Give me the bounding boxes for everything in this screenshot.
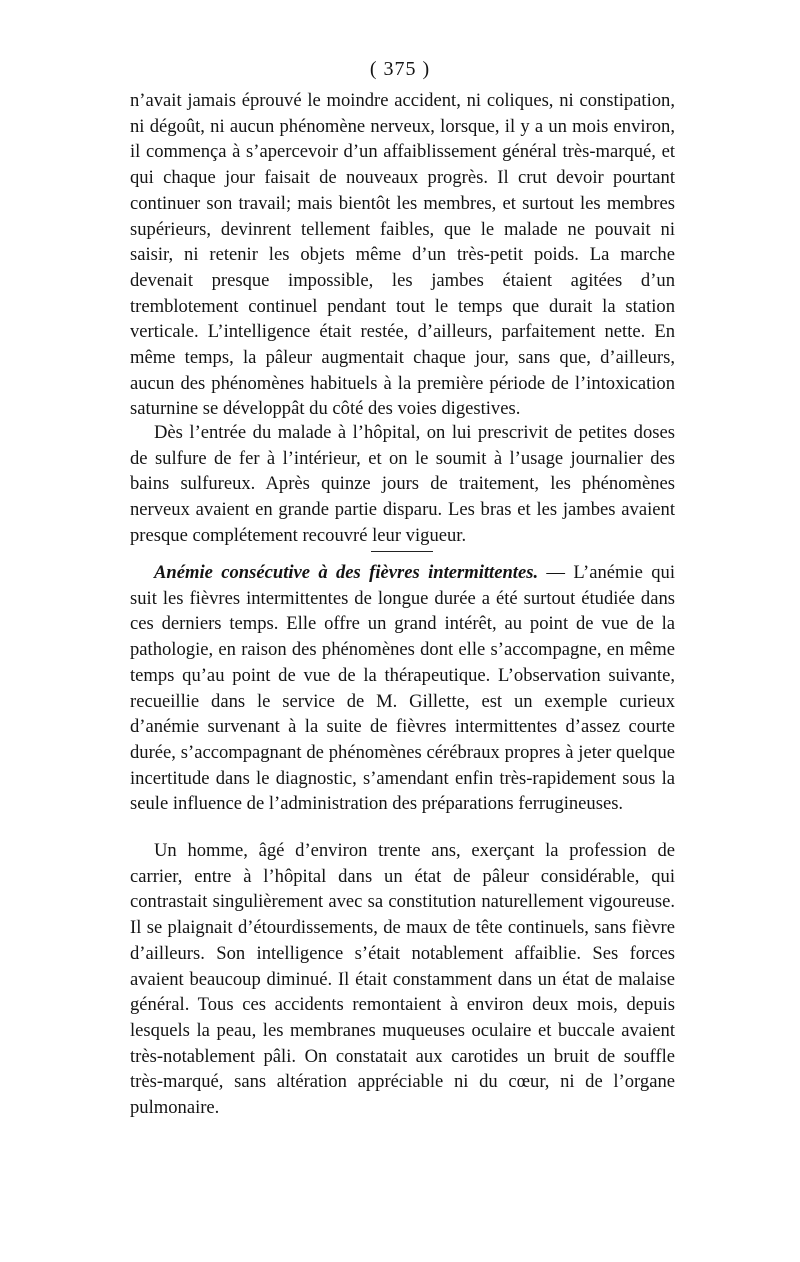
section-heading: Anémie consécutive à des fièvres intermittentes. <box>154 562 539 583</box>
section-anemie <box>130 560 675 817</box>
paragraph-treatment <box>130 420 675 549</box>
page-number: ( 375 ) <box>369 58 431 80</box>
paragraph-text: Un homme, âgé d’environ trente ans, exerçant la profession de carrier, entre à l’hôpital dans un état de pâleur considérable, qui contrastait singulièrement avec sa constitution naturellement vigoureuse. Il se plaignait d’étourdissements, de maux de tête continuels, sans fièvre d’ailleurs. Son intelligence s’était notablement affaiblie. Ses forces avaient beaucoup diminué. Il était constamment dans un état de malaise général. Tous ces accidents remontaient à environ deux mois, depuis lesquels la peau, les membranes muqueuses oculaire et buccale avaient très-notablement pâli. On constatait aux carotides un bruit de souffle très-marqué, sans altération appréciable ni du cœur, ni de l’organe pulmonaire. <box>130 840 675 1119</box>
section-body: — L’anémie qui suit les fièvres intermittentes de longue durée a été surtout étudiée dans ces derniers temps. Elle offre un grand intérêt, au point de vue de la pathologie, en raison des phénomènes dont elle s’accompagne, en même temps qu’au point de vue de la thérapeutique. L’observation suivante, recueillie dans le service de M. Gillette, est un exemple curieux d’anémie survenant à la suite de fièvres intermittentes d’assez courte durée, s’accompagnant de phénomènes cérébraux propres à jeter quelque incertitude dans le diagnostic, s’amendant enfin très-rapidement sous la seule influence de l’administration des préparations ferrugineuses. <box>130 562 675 815</box>
paragraph-observation <box>130 838 675 1121</box>
section-divider <box>371 551 433 552</box>
paragraph-case-continuation <box>130 88 675 422</box>
paragraph-text: n’avait jamais éprouvé le moindre accident, ni coliques, ni constipation, ni dégoût, ni aucun phénomène nerveux, lorsque, il y a un mois environ, il commença à s’apercevoir d’un affaiblissement général très-marqué, et qui chaque jour faisait de nouveaux progrès. Il crut devoir pourtant continuer son travail; mais bientôt les membres, et surtout les membres supérieurs, devinrent tellement faibles, que le malade ne pouvait ni saisir, ni retenir les objets même d’un très-petit poids. La marche devenait presque impossible, les jambes étaient agitées d’un tremblotement continuel pendant tout le temps que durait la station verticale. L’intelligence était restée, d’ailleurs, parfaitement nette. En même temps, la pâleur augmentait chaque jour, sans que, d’ailleurs, aucun des phénomènes habituels à la première période de l’intoxication saturnine se développât du côté des voies digestives. <box>130 90 675 420</box>
paragraph-text: Dès l’entrée du malade à l’hôpital, on lui prescrivit de petites doses de sulfure de fer à l’intérieur, et on le soumit à l’usage journalier des bains sulfureux. Après quinze jours de traitement, les phénomènes nerveux avaient en grande partie disparu. Les bras et les jambes avaient presque complétement recouvré leur vigueur. <box>130 422 675 546</box>
paragraph-text <box>130 560 675 817</box>
